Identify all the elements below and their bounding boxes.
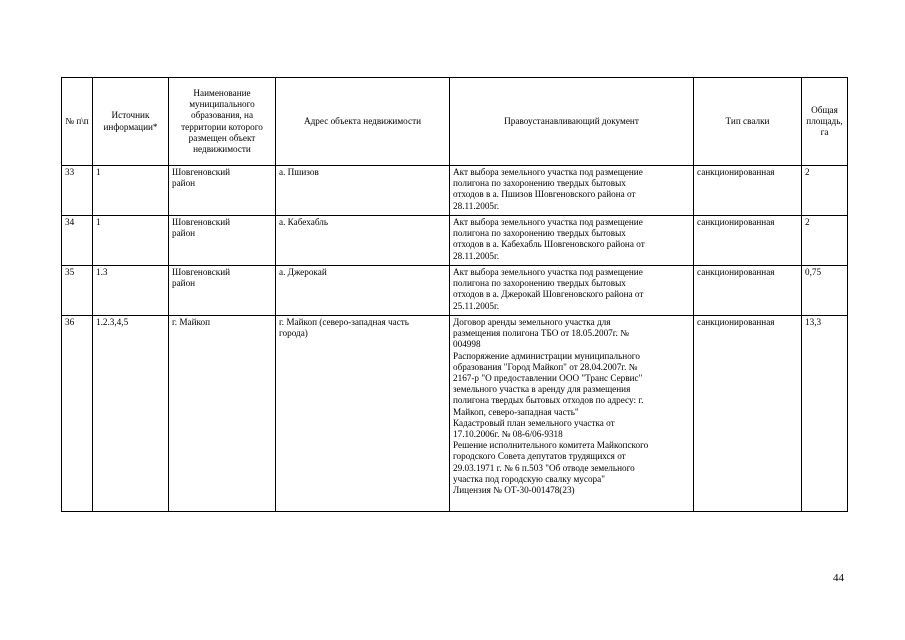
- page-number: 44: [833, 572, 844, 584]
- cell-landfill-type: санкционированная: [694, 216, 802, 266]
- cell-document: Акт выбора земельного участка под размещение полигона по захоронению твердых бытовых отходов в а. Джерокай Шовгеновского района от 25.11.2005г.: [450, 266, 694, 316]
- table-header-row: [62, 78, 848, 166]
- header-source: Источник информации*: [93, 78, 169, 166]
- cell-landfill-type: санкционированная: [694, 166, 802, 216]
- cell-source: 1.3: [93, 266, 169, 316]
- cell-area: 0,75: [802, 266, 848, 316]
- header-landfill-type: Тип свалки: [694, 78, 802, 166]
- cell-address: а. Пшизов: [276, 166, 450, 216]
- table-row: [62, 266, 848, 316]
- header-municipality: Наименование муниципального образования, на территории которого размещен объект недвижимости: [169, 78, 276, 166]
- header-area: Общая площадь, га: [802, 78, 848, 166]
- cell-landfill-type: санкционированная: [694, 316, 802, 512]
- cell-number: 34: [62, 216, 93, 266]
- cell-source: 1.2.3,4,5: [93, 316, 169, 512]
- cell-area: 13,3: [802, 316, 848, 512]
- cell-source: 1: [93, 166, 169, 216]
- header-document: Правоустанавливающий документ: [450, 78, 694, 166]
- cell-number: 35: [62, 266, 93, 316]
- cell-municipality: Шовгеновский район: [169, 216, 276, 266]
- header-address: Адрес объекта недвижимости: [276, 78, 450, 166]
- cell-number: 33: [62, 166, 93, 216]
- cell-municipality: Шовгеновский район: [169, 166, 276, 216]
- cell-document: Договор аренды земельного участка для размещения полигона ТБО от 18.05.2007г. № 004998 Распоряжение администрации муниципального образования "Город Майкоп" от 28.04.2007г. № 2167-р "О предоставлении ООО "Транс Сервис" земельного участка в аренду для размещения полигона твердых бытовых отходов по адресу: г. Майкоп, северо-западная часть" Кадастровый план земельного участка от 17.10.2006г. № 08-6/06-9318 Решение исполнительного комитета Майкопского городского Совета депутатов трудящихся от 29.03.1971 г. № 6 п.503 "Об отводе земельного участка под городскую свалку мусора" Лицензия № ОТ-30-001478(23): [450, 316, 694, 512]
- cell-area: 2: [802, 216, 848, 266]
- table-row: [62, 166, 848, 216]
- landfill-register-table: [61, 77, 848, 512]
- cell-source: 1: [93, 216, 169, 266]
- cell-address: а. Кабехабль: [276, 216, 450, 266]
- header-number: № п\п: [62, 78, 93, 166]
- cell-address: а. Джерокай: [276, 266, 450, 316]
- table-row: [62, 216, 848, 266]
- cell-area: 2: [802, 166, 848, 216]
- cell-address: г. Майкоп (северо-западная часть города): [276, 316, 450, 512]
- cell-municipality: Шовгеновский район: [169, 266, 276, 316]
- cell-municipality: г. Майкоп: [169, 316, 276, 512]
- table-row: [62, 316, 848, 512]
- cell-number: 36: [62, 316, 93, 512]
- cell-document: Акт выбора земельного участка под размещение полигона по захоронению твердых бытовых отходов в а. Кабехабль Шовгеновского района от 28.11.2005г.: [450, 216, 694, 266]
- cell-document: Акт выбора земельного участка под размещение полигона по захоронению твердых бытовых отходов в а. Пшизов Шовгеновского района от 28.11.2005г.: [450, 166, 694, 216]
- cell-landfill-type: санкционированная: [694, 266, 802, 316]
